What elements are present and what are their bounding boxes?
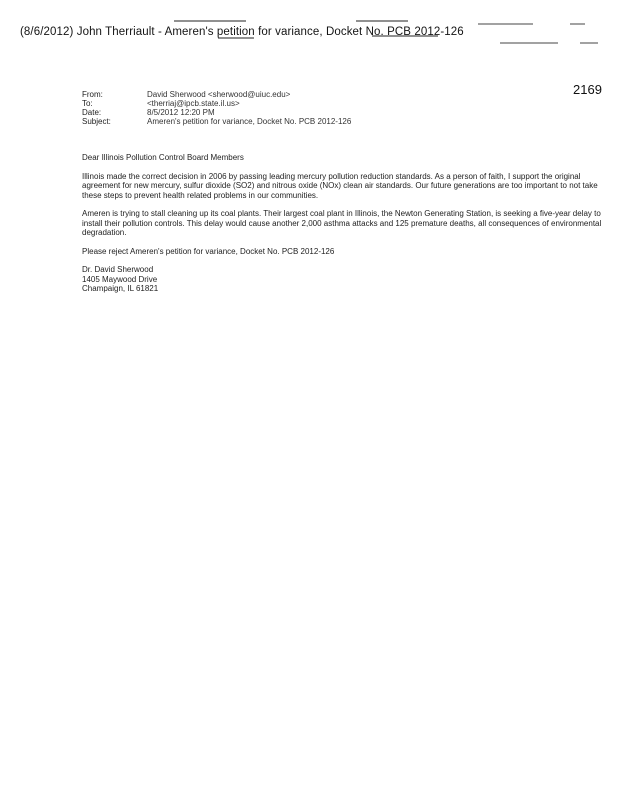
from-label: From: <box>82 90 103 99</box>
subject-label: Subject: <box>82 117 111 126</box>
from-value: David Sherwood <sherwood@uiuc.edu> <box>147 90 291 99</box>
date-label: Date: <box>82 108 102 117</box>
subject-value: Ameren's petition for variance, Docket No. PCB 2012-126 <box>147 117 352 126</box>
date-value: 8/5/2012 12:20 PM <box>147 108 215 117</box>
document-header-title: (8/6/2012) John Therriault - Ameren's petition for variance, Docket No. PCB 2012-126 <box>20 26 464 38</box>
signature-city: Champaign, IL 61821 <box>82 284 159 293</box>
email-subject-row <box>82 117 351 126</box>
signature-street: 1405 Maywood Drive <box>82 274 158 284</box>
email-date-row <box>82 108 351 117</box>
email-header-block <box>82 90 351 126</box>
header-redaction-marks <box>0 0 619 50</box>
email-body <box>82 153 602 294</box>
email-from-row <box>82 90 351 99</box>
body-paragraph-3: Please reject Ameren's petition for variance, Docket No. PCB 2012-126 <box>82 246 335 256</box>
body-paragraph-2: Ameren is trying to stall cleaning up its coal plants. Their largest coal plant in Illinois, the Newton Generating Station, is seeking a five-year delay to install their pollution controls. This delay would cause another 2,000 asthma attacks and 125 premature deaths, all consequences of environmental degradation. <box>82 209 602 237</box>
email-to-row <box>82 99 351 108</box>
signature-block <box>82 265 602 294</box>
salutation: Dear Illinois Pollution Control Board Members <box>82 153 244 162</box>
to-value: <therriaj@ipcb.state.il.us> <box>147 99 240 108</box>
to-label: To: <box>82 99 93 108</box>
body-paragraph-1: Illinois made the correct decision in 2006 by passing leading mercury pollution reduction standards. As a person of faith, I support the original agreement for new mercury, sulfur dioxide (SO2) and nitrous oxide (NOx) clean air standards. Our future generations are too important to not take these steps to prevent health related problems in our communities. <box>82 171 598 200</box>
signature-name: Dr. David Sherwood <box>82 265 154 274</box>
page-number: 2169 <box>573 82 602 97</box>
